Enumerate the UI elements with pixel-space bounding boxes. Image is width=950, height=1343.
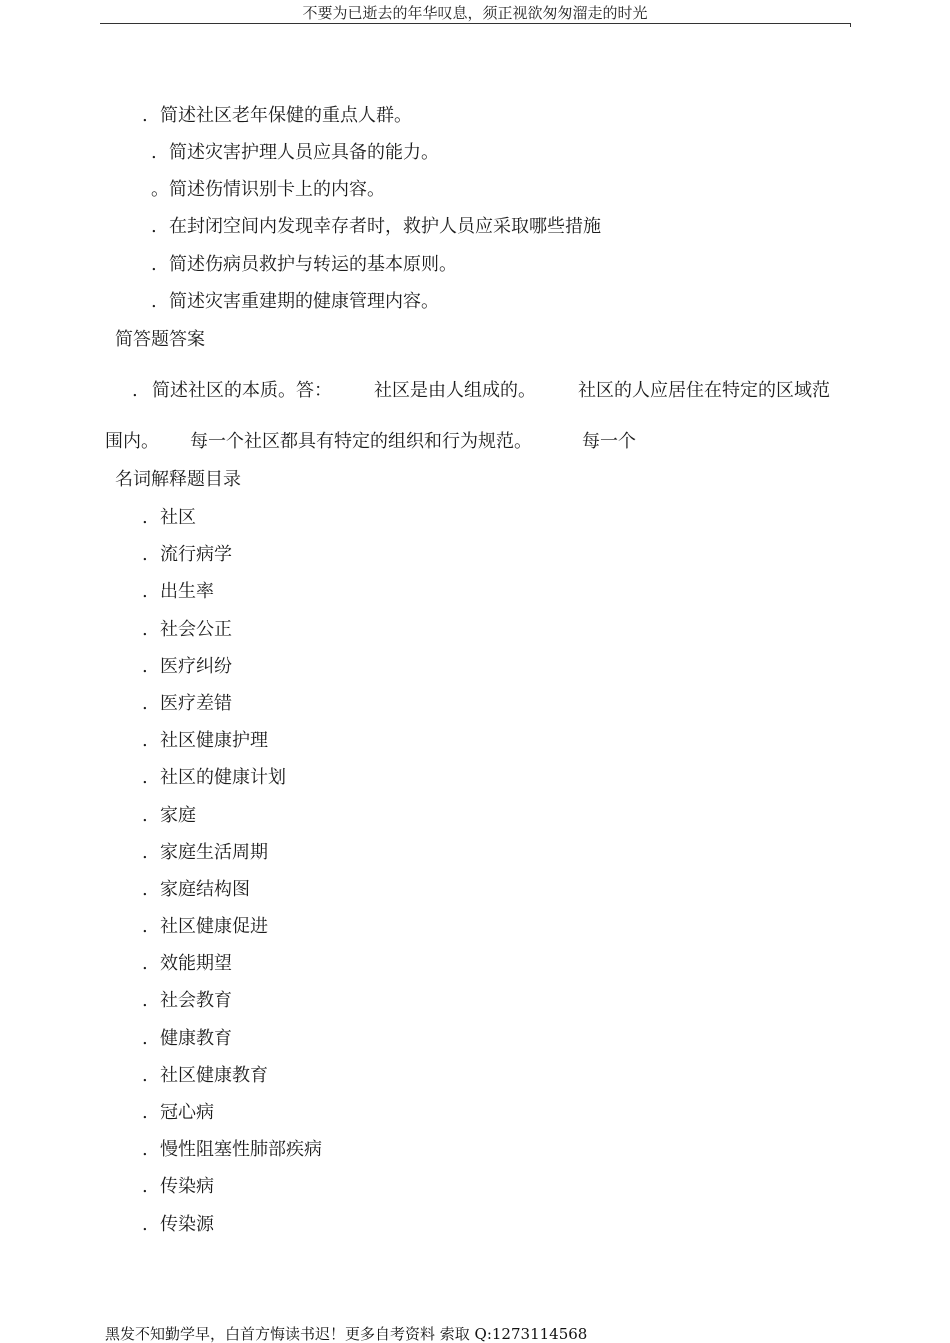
list-marker: . <box>142 581 148 602</box>
list-item <box>142 1065 268 1087</box>
list-item <box>142 507 196 529</box>
list-marker: . <box>142 1176 148 1197</box>
term-text: 慢性阻塞性肺部疾病 <box>160 1139 322 1160</box>
term-text: 效能期望 <box>160 953 232 974</box>
list-marker: . <box>142 805 148 826</box>
question-text: 简述伤情识别卡上的内容。 <box>169 179 385 200</box>
term-text: 冠心病 <box>160 1102 214 1123</box>
term-text: 家庭结构图 <box>160 879 250 900</box>
list-item <box>142 990 232 1012</box>
list-marker: . <box>142 916 148 937</box>
term-text: 流行病学 <box>160 544 232 565</box>
list-marker: . <box>142 953 148 974</box>
term-text: 社区健康促进 <box>160 916 268 937</box>
list-item <box>142 730 268 752</box>
term-text: 社区 <box>160 507 196 528</box>
list-item <box>151 179 385 201</box>
list-item <box>151 291 439 313</box>
list-marker: . <box>151 254 157 275</box>
list-marker: 。 <box>151 179 169 200</box>
question-text: 在封闭空间内发现幸存者时，救护人员应采取哪些措施 <box>169 216 601 237</box>
list-marker: . <box>142 105 148 126</box>
list-item <box>142 1214 214 1236</box>
term-text: 社会公正 <box>160 619 232 640</box>
page-footer: 黑发不知勤学早，白首方悔读书迟！更多自考资料 索取 Q:1273114568 <box>105 1325 588 1343</box>
list-item <box>142 879 250 901</box>
list-marker: . <box>142 656 148 677</box>
term-text: 传染病 <box>160 1176 214 1197</box>
list-marker: . <box>142 544 148 565</box>
list-marker: . <box>142 1139 148 1160</box>
list-item <box>142 693 232 715</box>
list-item <box>142 1176 214 1198</box>
list-marker: . <box>142 507 148 528</box>
header-rule-tick <box>850 23 851 27</box>
term-text: 医疗差错 <box>160 693 232 714</box>
term-text: 传染源 <box>160 1214 214 1235</box>
list-item <box>142 581 214 603</box>
answer-point-3: 每一个社区都具有特定的组织和行为规范。 <box>190 431 532 452</box>
list-marker: . <box>142 990 148 1011</box>
term-text: 社会教育 <box>160 990 232 1011</box>
term-text: 社区的健康计划 <box>160 767 286 788</box>
list-item <box>142 842 268 864</box>
list-item <box>142 1139 322 1161</box>
list-marker: . <box>142 1214 148 1235</box>
term-text: 家庭 <box>160 805 196 826</box>
question-text: 简述灾害护理人员应具备的能力。 <box>169 142 439 163</box>
list-marker: . <box>142 842 148 863</box>
list-item <box>142 1028 232 1050</box>
list-item <box>142 105 412 127</box>
term-text: 健康教育 <box>160 1028 232 1049</box>
answer-point-4: 每一个 <box>582 431 636 452</box>
answers-heading: 简答题答案 <box>115 329 205 350</box>
list-item <box>151 142 439 164</box>
list-item <box>142 953 232 975</box>
terms-heading: 名词解释题目录 <box>115 469 241 490</box>
list-marker: . <box>142 767 148 788</box>
header-rule <box>100 23 851 24</box>
term-text: 家庭生活周期 <box>160 842 268 863</box>
header-motto: 不要为已逝去的年华叹息，须正视欲匆匆溜走的时光 <box>302 4 648 22</box>
term-text: 社区健康护理 <box>160 730 268 751</box>
answer-point-2-cont: 围内。 <box>105 431 159 452</box>
list-marker: . <box>142 1065 148 1086</box>
term-text: 社区健康教育 <box>160 1065 268 1086</box>
term-text: 出生率 <box>160 581 214 602</box>
question-text: 简述社区老年保健的重点人群。 <box>160 105 412 126</box>
answer-marker: . <box>132 380 138 401</box>
list-marker: . <box>142 879 148 900</box>
list-item <box>142 805 196 827</box>
list-marker: . <box>142 1102 148 1123</box>
list-marker: . <box>142 1028 148 1049</box>
term-text: 医疗纠纷 <box>160 656 232 677</box>
list-marker: . <box>142 693 148 714</box>
answer-point-1: 社区是由人组成的。 <box>374 380 536 401</box>
list-marker: . <box>151 216 157 237</box>
list-marker: . <box>151 142 157 163</box>
list-item <box>142 767 286 789</box>
answer-point-2: 社区的人应居住在特定的区域范 <box>578 380 830 401</box>
list-item <box>142 619 232 641</box>
list-item <box>142 916 268 938</box>
question-text: 简述伤病员救护与转运的基本原则。 <box>169 254 457 275</box>
list-item <box>151 254 457 276</box>
list-item <box>142 544 232 566</box>
list-marker: . <box>142 730 148 751</box>
answer-question: 简述社区的本质。答： <box>152 380 332 401</box>
list-item <box>142 1102 214 1124</box>
list-marker: . <box>142 619 148 640</box>
question-text: 简述灾害重建期的健康管理内容。 <box>169 291 439 312</box>
list-item <box>151 216 601 238</box>
list-marker: . <box>151 291 157 312</box>
list-item <box>142 656 232 678</box>
